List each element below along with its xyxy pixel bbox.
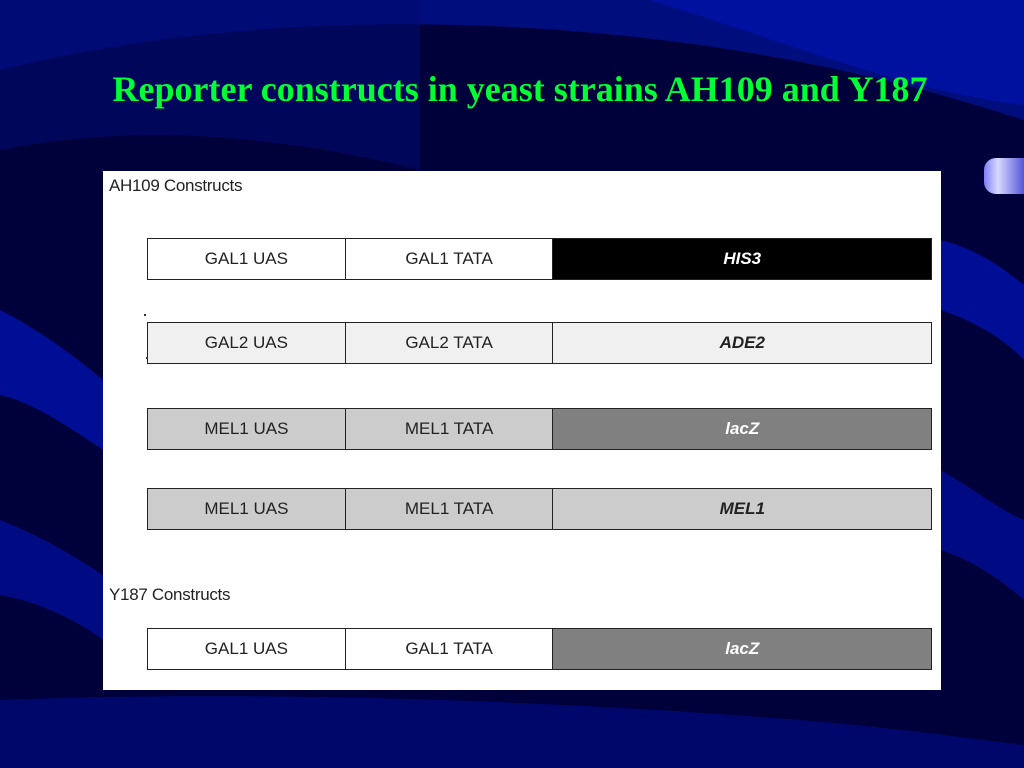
- uas-segment: MEL1 UAS: [148, 489, 346, 529]
- tata-segment: MEL1 TATA: [346, 489, 554, 529]
- scan-artifact: [144, 314, 146, 316]
- construct-row: [147, 408, 932, 450]
- uas-segment: GAL1 UAS: [148, 239, 346, 279]
- construct-row: [147, 488, 932, 530]
- gene-segment: lacZ: [553, 629, 931, 669]
- uas-segment: GAL1 UAS: [148, 629, 346, 669]
- scan-artifact: [146, 357, 148, 359]
- gene-segment: HIS3: [553, 239, 931, 279]
- uas-segment: GAL2 UAS: [148, 323, 346, 363]
- section-label: Y187 Constructs: [109, 585, 231, 604]
- construct-row: [147, 238, 932, 280]
- tata-segment: MEL1 TATA: [346, 409, 554, 449]
- section-label: AH109 Constructs: [109, 176, 243, 195]
- tata-segment: GAL1 TATA: [346, 629, 554, 669]
- uas-segment: MEL1 UAS: [148, 409, 346, 449]
- construct-row: [147, 628, 932, 670]
- gene-segment: MEL1: [553, 489, 931, 529]
- gene-segment: lacZ: [553, 409, 931, 449]
- construct-diagram-panel: [103, 171, 941, 690]
- tata-segment: GAL2 TATA: [346, 323, 554, 363]
- construct-row: [147, 322, 932, 364]
- accent-tab-decoration: [984, 158, 1024, 194]
- tata-segment: GAL1 TATA: [346, 239, 554, 279]
- slide-title: Reporter constructs in yeast strains AH109 and Y187: [112, 69, 928, 109]
- gene-segment: ADE2: [553, 323, 931, 363]
